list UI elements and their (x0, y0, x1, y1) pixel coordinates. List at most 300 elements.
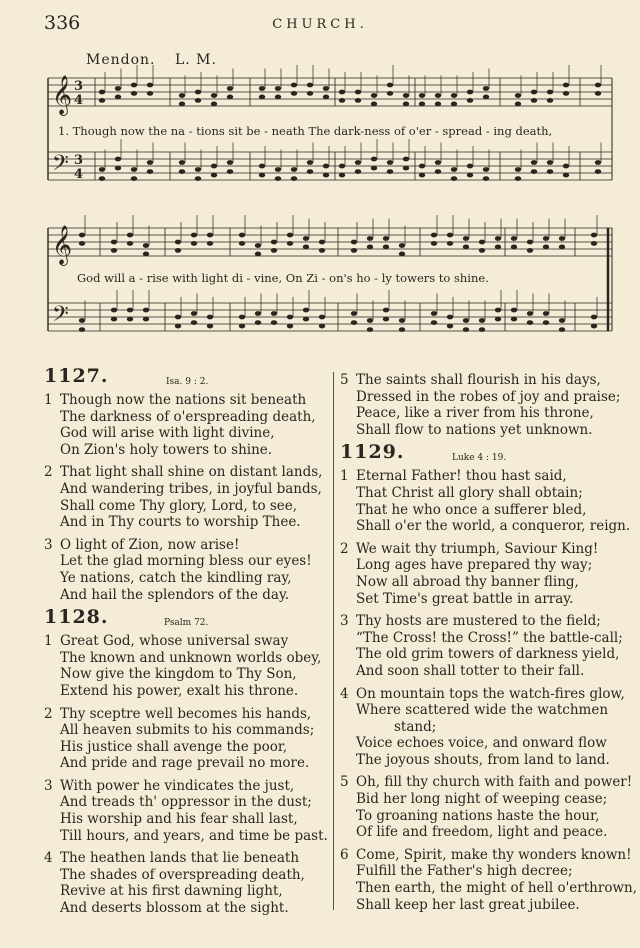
verse-line: That light shall shine on distant lands, (60, 464, 323, 481)
stanza (340, 686, 635, 769)
note-head (563, 83, 569, 88)
bass-clef-icon: 𝄢 (52, 151, 69, 181)
note-head (79, 241, 85, 246)
note-head (451, 102, 457, 107)
note-head (351, 248, 357, 253)
verse-line: O light of Zion, now arise! (60, 536, 240, 553)
verse-line: Extend his power, exalt his throne. (60, 682, 299, 699)
scripture-ref: Luke 4 : 19. (452, 453, 507, 464)
note-head (291, 83, 297, 88)
scripture-ref: Psalm 72. (164, 618, 209, 629)
note-head (111, 308, 117, 313)
note-head (227, 86, 233, 91)
note-head (419, 102, 425, 107)
stanza (44, 850, 329, 916)
note-head (191, 241, 197, 246)
note-head (527, 320, 533, 325)
note-head (383, 317, 389, 322)
verse-line: That Christ all glory shall obtain; (356, 484, 583, 501)
note-head (419, 93, 425, 98)
note-head (227, 95, 233, 100)
note-head (399, 318, 405, 323)
right-column (340, 372, 635, 919)
verse-line: The old grim towers of darkness yield, (356, 646, 620, 663)
note-head (147, 91, 153, 96)
verse-line: On Zion's holy towers to shine. (60, 441, 273, 458)
note-head (447, 315, 453, 320)
verse-line: Eternal Father! thou hast said, (356, 468, 567, 485)
note-head (211, 173, 217, 178)
time-signature: 3 (74, 79, 84, 94)
note-head (543, 245, 549, 250)
note-head (259, 173, 265, 178)
note-head (351, 311, 357, 316)
note-head (355, 98, 361, 103)
note-head (435, 169, 441, 174)
tune-meter: L. M. (174, 52, 217, 68)
note-head (127, 241, 133, 246)
verse-line: Oh, fill thy church with faith and power! (356, 774, 633, 791)
note-head (387, 169, 393, 174)
verse-line: That he who once a sufferer bled, (356, 501, 587, 518)
stanza-number: 3 (340, 613, 349, 630)
note-head (175, 240, 181, 245)
note-head (131, 176, 137, 181)
note-head (467, 90, 473, 95)
note-head (131, 91, 137, 96)
note-head (351, 320, 357, 325)
note-head (435, 102, 441, 107)
verse-line: God will arise with light divine, (60, 425, 275, 442)
note-head (143, 252, 149, 257)
verse-line: The darkness of o'erspreading death, (60, 408, 316, 425)
verse-line: Set Time's great battle in array. (356, 590, 574, 607)
note-head (115, 95, 121, 100)
verse-line: And wandering tribes, in joyful bands, (60, 480, 322, 497)
note-head (227, 160, 233, 165)
note-head (479, 248, 485, 253)
note-head (323, 164, 329, 169)
stanza (44, 633, 329, 699)
note-head (515, 102, 521, 107)
note-head (543, 320, 549, 325)
music-score (0, 0, 640, 360)
stanza (340, 372, 635, 438)
note-head (207, 233, 213, 238)
note-head (403, 102, 409, 107)
note-head (111, 248, 117, 253)
note-head (275, 176, 281, 181)
note-head (467, 173, 473, 178)
note-head (595, 169, 601, 174)
verse-line: Shall keep her last great jubilee. (356, 896, 580, 913)
note-head (307, 91, 313, 96)
note-head (147, 83, 153, 88)
note-head (531, 160, 537, 165)
note-head (527, 248, 533, 253)
stanza-number: 3 (44, 536, 53, 553)
note-head (211, 164, 217, 169)
note-head (99, 90, 105, 95)
time-signature: 4 (74, 93, 84, 108)
note-head (99, 98, 105, 103)
note-head (387, 83, 393, 88)
note-head (271, 320, 277, 325)
verse-line: With power he vindicates the just, (60, 777, 295, 794)
note-head (339, 173, 345, 178)
note-head (207, 241, 213, 246)
note-head (515, 167, 521, 172)
verse-line: Now all abroad thy banner fling, (356, 573, 579, 590)
note-head (131, 83, 137, 88)
note-head (399, 327, 405, 332)
note-head (547, 160, 553, 165)
verse-line: Of life and freedom, light and peace. (356, 824, 608, 841)
note-head (559, 236, 565, 241)
note-head (307, 169, 313, 174)
verse-line: Shall o'er the world, a conqueror, reign. (356, 518, 631, 535)
verse-line: And deserts blossom at the sight. (60, 900, 289, 917)
stanza-number: 5 (340, 774, 349, 791)
note-head (99, 176, 105, 181)
note-head (403, 157, 409, 162)
note-head (287, 324, 293, 329)
note-head (191, 320, 197, 325)
note-head (463, 327, 469, 332)
stanza (44, 464, 329, 530)
note-head (319, 315, 325, 320)
note-head (275, 95, 281, 100)
stanza (340, 541, 635, 607)
verse-line: Now give the kingdom to Thy Son, (60, 666, 297, 683)
note-head (195, 167, 201, 172)
note-head (511, 245, 517, 250)
note-head (191, 233, 197, 238)
note-head (339, 90, 345, 95)
note-head (195, 90, 201, 95)
note-head (175, 248, 181, 253)
note-head (479, 327, 485, 332)
note-head (447, 324, 453, 329)
verse-line: Then earth, the might of hell o'erthrown, (356, 880, 637, 897)
stanza-number: 1 (44, 633, 53, 650)
note-head (511, 236, 517, 241)
time-signature: 3 (74, 153, 84, 168)
stanza-number: 2 (340, 540, 349, 557)
stanza (44, 706, 329, 772)
note-head (239, 241, 245, 246)
note-head (435, 160, 441, 165)
note-head (255, 311, 261, 316)
note-head (367, 327, 373, 332)
note-head (563, 91, 569, 96)
note-head (527, 240, 533, 245)
note-head (595, 83, 601, 88)
note-head (591, 315, 597, 320)
stanza-number: 6 (340, 846, 349, 863)
note-head (495, 236, 501, 241)
note-head (355, 160, 361, 165)
note-head (495, 317, 501, 322)
verse-line: Shall come Thy glory, Lord, to see, (60, 497, 298, 514)
note-head (447, 233, 453, 238)
note-head (271, 240, 277, 245)
note-head (595, 91, 601, 96)
note-head (179, 93, 185, 98)
note-head (383, 236, 389, 241)
verse-line: Great God, whose universal sway (60, 633, 289, 650)
note-head (403, 93, 409, 98)
verse-line: All heaven submits to his commands; (60, 722, 315, 739)
time-signature: 4 (74, 167, 84, 182)
verse-line: And pride and rage prevail no more. (60, 755, 310, 772)
note-head (255, 243, 261, 248)
note-head (287, 233, 293, 238)
note-head (371, 102, 377, 107)
stanza-number: 2 (44, 464, 53, 481)
note-head (511, 317, 517, 322)
note-head (371, 166, 377, 171)
verse-line: Voice echoes voice, and onward flow (356, 735, 607, 752)
hymn-number: 1129. (340, 441, 405, 464)
verse-line: Thy hosts are mustered to the field; (356, 613, 601, 630)
scripture-ref: Isa. 9 : 2. (166, 377, 209, 387)
note-head (355, 169, 361, 174)
note-head (303, 317, 309, 322)
note-head (495, 308, 501, 313)
note-head (303, 245, 309, 250)
note-head (127, 308, 133, 313)
hymn-number: 1127. (44, 365, 109, 387)
note-head (559, 327, 565, 332)
note-head (323, 173, 329, 178)
note-head (451, 176, 457, 181)
hymn-heading (44, 365, 329, 392)
verse-line: The shades of overspreading death, (60, 866, 305, 883)
note-head (175, 324, 181, 329)
stanza-number: 2 (44, 705, 53, 722)
note-head (547, 169, 553, 174)
verse-line: stand; (394, 718, 437, 735)
stanza-number: 4 (340, 685, 349, 702)
note-head (271, 311, 277, 316)
verse-line: “The Cross! the Cross!” the battle-call; (356, 629, 623, 646)
note-head (479, 240, 485, 245)
note-head (559, 318, 565, 323)
note-head (355, 90, 361, 95)
verse-line: Revive at his first dawning light, (60, 883, 283, 900)
note-head (431, 320, 437, 325)
note-head (371, 93, 377, 98)
note-head (531, 98, 537, 103)
note-head (563, 173, 569, 178)
note-head (371, 157, 377, 162)
note-head (211, 93, 217, 98)
tune-name: Mendon. (86, 52, 156, 68)
note-head (559, 245, 565, 250)
note-head (483, 86, 489, 91)
bass-clef-icon: 𝄢 (52, 302, 69, 332)
column-divider (333, 372, 334, 910)
note-head (547, 90, 553, 95)
note-head (431, 241, 437, 246)
note-head (111, 317, 117, 322)
note-head (451, 167, 457, 172)
note-head (591, 241, 597, 246)
note-head (447, 241, 453, 246)
note-head (207, 315, 213, 320)
note-head (367, 245, 373, 250)
note-head (323, 86, 329, 91)
note-head (239, 324, 245, 329)
note-head (79, 233, 85, 238)
note-head (239, 315, 245, 320)
note-head (351, 240, 357, 245)
note-head (227, 169, 233, 174)
note-head (179, 169, 185, 174)
note-head (467, 98, 473, 103)
note-head (303, 236, 309, 241)
note-head (275, 167, 281, 172)
note-head (367, 318, 373, 323)
verse-line: His justice shall avenge the poor, (60, 738, 288, 755)
note-head (543, 236, 549, 241)
verse-line: Long ages have prepared thy way; (356, 557, 593, 574)
note-head (515, 93, 521, 98)
note-head (463, 245, 469, 250)
stanza-number: 4 (44, 850, 53, 867)
note-head (287, 241, 293, 246)
note-head (259, 86, 265, 91)
note-head (431, 311, 437, 316)
note-head (463, 236, 469, 241)
note-head (239, 233, 245, 238)
note-head (291, 91, 297, 96)
note-head (115, 157, 121, 162)
verse-line: On mountain tops the watch-fires glow, (356, 685, 625, 702)
verse-line: Till hours, and years, and time be past. (60, 827, 328, 844)
verse-line: Fulfill the Father's high decree; (356, 863, 573, 880)
note-head (127, 233, 133, 238)
note-head (275, 86, 281, 91)
note-head (383, 308, 389, 313)
note-head (211, 102, 217, 107)
note-head (319, 240, 325, 245)
stanza (340, 774, 635, 840)
verse-line: We wait thy triumph, Saviour King! (356, 540, 599, 557)
note-head (179, 160, 185, 165)
verse-line: Bid her long night of weeping cease; (356, 791, 608, 808)
note-head (147, 169, 153, 174)
note-head (451, 93, 457, 98)
stanza-number: 1 (44, 392, 53, 408)
note-head (367, 236, 373, 241)
verse-line: Dressed in the robes of joy and praise; (356, 388, 621, 405)
verse-line: Shall flow to nations yet unknown. (356, 421, 593, 438)
note-head (483, 167, 489, 172)
note-head (419, 164, 425, 169)
verse-line: Ye nations, catch the kindling ray, (60, 569, 292, 586)
note-head (131, 167, 137, 172)
note-head (271, 248, 277, 253)
verse-line: Though now the nations sit beneath (60, 392, 307, 408)
note-head (387, 91, 393, 96)
note-head (99, 167, 105, 172)
note-head (399, 252, 405, 257)
note-head (79, 318, 85, 323)
note-head (207, 324, 213, 329)
note-head (195, 98, 201, 103)
note-head (291, 167, 297, 172)
stanza-number: 1 (340, 468, 349, 485)
verse-line: Come, Spirit, make thy wonders known! (356, 846, 632, 863)
note-head (431, 233, 437, 238)
note-head (591, 233, 597, 238)
note-head (531, 90, 537, 95)
note-head (127, 317, 133, 322)
note-head (143, 308, 149, 313)
note-head (463, 318, 469, 323)
note-head (255, 320, 261, 325)
stanza (340, 468, 635, 534)
left-column (44, 365, 329, 923)
note-head (419, 173, 425, 178)
note-head (319, 248, 325, 253)
verse-line: The joyous shouts, from land to land. (356, 751, 610, 768)
stanza-number: 5 (340, 372, 349, 388)
note-head (179, 102, 185, 107)
note-head (435, 93, 441, 98)
note-head (479, 318, 485, 323)
note-head (495, 245, 501, 250)
hymn-heading (340, 441, 635, 468)
note-head (563, 164, 569, 169)
verse-line: The saints shall flourish in his days, (356, 372, 601, 388)
note-head (111, 240, 117, 245)
stanza (44, 778, 329, 844)
verse-line: Thy sceptre well becomes his hands, (60, 705, 312, 722)
stanza (44, 392, 329, 458)
note-head (531, 169, 537, 174)
note-head (591, 324, 597, 329)
note-head (79, 327, 85, 332)
stanza (340, 847, 635, 913)
note-head (255, 252, 261, 257)
note-head (259, 164, 265, 169)
note-head (483, 176, 489, 181)
note-head (339, 98, 345, 103)
note-head (543, 311, 549, 316)
note-head (527, 311, 533, 316)
note-head (115, 86, 121, 91)
note-head (147, 160, 153, 165)
hymn-number: 1128. (44, 606, 109, 629)
note-head (323, 95, 329, 100)
verse-line: Where scattered wide the watchmen (356, 702, 609, 719)
note-head (515, 176, 521, 181)
running-head: CHURCH. (272, 17, 368, 32)
verse-line: His worship and his fear shall last, (60, 811, 298, 828)
note-head (175, 315, 181, 320)
note-head (303, 308, 309, 313)
note-head (467, 164, 473, 169)
note-head (319, 324, 325, 329)
note-head (399, 243, 405, 248)
page-number: 336 (44, 12, 81, 34)
note-head (191, 311, 197, 316)
note-head (511, 308, 517, 313)
verse-line: And hail the splendors of the day. (60, 586, 290, 603)
